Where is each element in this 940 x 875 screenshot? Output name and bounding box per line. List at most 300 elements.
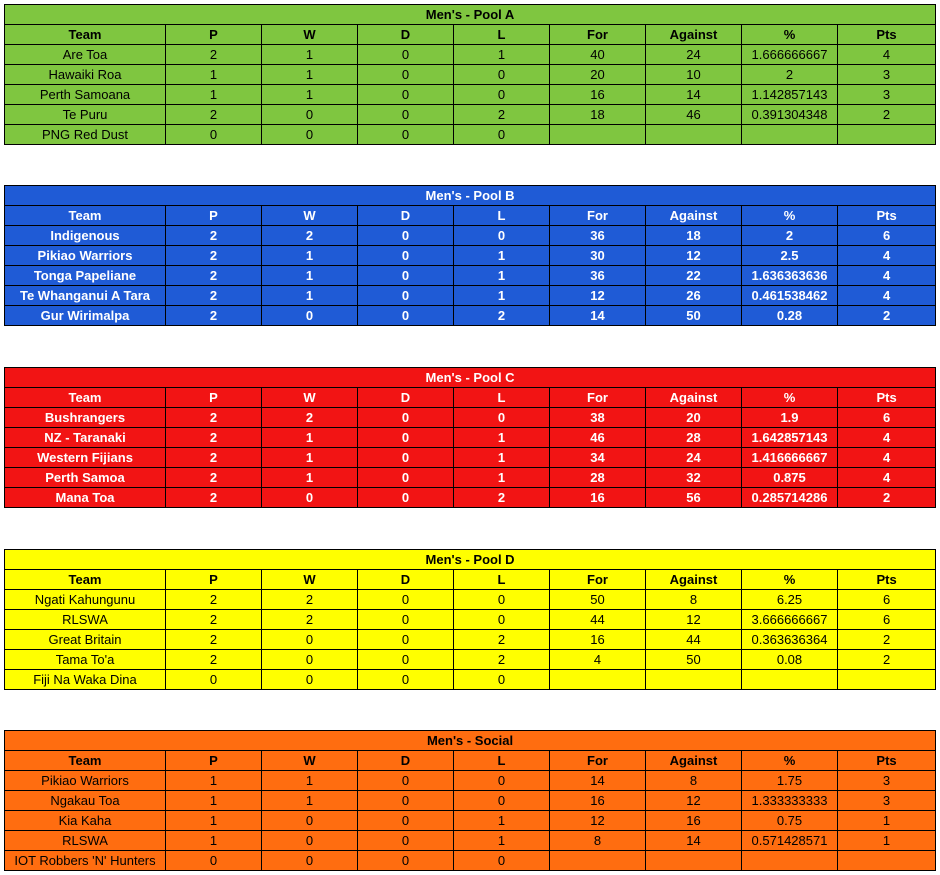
cell: 1 [262, 85, 358, 105]
cell: 2 [166, 408, 262, 428]
team-cell: Te Puru [5, 105, 166, 125]
table-row [5, 65, 936, 85]
cell: 0 [358, 670, 454, 690]
team-cell: RLSWA [5, 831, 166, 851]
cell: 50 [646, 650, 742, 670]
cell: 0 [358, 85, 454, 105]
col-p: P [166, 206, 262, 226]
table-row [5, 45, 936, 65]
cell: 2 [166, 428, 262, 448]
col-d: D [358, 25, 454, 45]
cell: 1 [838, 811, 936, 831]
cell: 0.08 [742, 650, 838, 670]
col-d: D [358, 206, 454, 226]
cell: 20 [646, 408, 742, 428]
cell: 1 [262, 45, 358, 65]
cell: 56 [646, 488, 742, 508]
col-w: W [262, 570, 358, 590]
cell: 1 [166, 771, 262, 791]
cell: 0 [166, 125, 262, 145]
cell: 1.642857143 [742, 428, 838, 448]
cell: 1 [454, 45, 550, 65]
cell: 40 [550, 45, 646, 65]
cell: 0 [358, 590, 454, 610]
cell: 6 [838, 226, 936, 246]
cell: 2 [166, 468, 262, 488]
col-w: W [262, 751, 358, 771]
table-row [5, 831, 936, 851]
cell: 1 [454, 448, 550, 468]
cell: 24 [646, 45, 742, 65]
cell: 0 [358, 448, 454, 468]
col-pts: Pts [838, 25, 936, 45]
pool-title: Men's - Pool B [5, 186, 936, 206]
cell: 1.75 [742, 771, 838, 791]
cell: 36 [550, 266, 646, 286]
team-cell: Western Fijians [5, 448, 166, 468]
cell: 0 [454, 65, 550, 85]
col-l: L [454, 388, 550, 408]
col-for: For [550, 751, 646, 771]
col-team: Team [5, 388, 166, 408]
col-w: W [262, 206, 358, 226]
cell: 0.391304348 [742, 105, 838, 125]
cell: 2 [166, 630, 262, 650]
team-cell: Mana Toa [5, 488, 166, 508]
cell: 0 [358, 246, 454, 266]
cell: 18 [550, 105, 646, 125]
cell: 50 [646, 306, 742, 326]
team-cell: Perth Samoana [5, 85, 166, 105]
team-cell: Bushrangers [5, 408, 166, 428]
cell: 1 [262, 65, 358, 85]
cell: 0.571428571 [742, 831, 838, 851]
table-row [5, 306, 936, 326]
cell: 4 [838, 266, 936, 286]
cell: 0 [358, 831, 454, 851]
cell: 3 [838, 771, 936, 791]
cell [838, 670, 936, 690]
cell: 1.636363636 [742, 266, 838, 286]
table-row [5, 286, 936, 306]
cell: 2 [454, 105, 550, 125]
cell: 4 [838, 45, 936, 65]
pool-d-table [4, 549, 935, 690]
cell [646, 125, 742, 145]
cell: 1 [454, 468, 550, 488]
col-team: Team [5, 751, 166, 771]
cell: 1 [166, 811, 262, 831]
cell: 1 [454, 286, 550, 306]
cell: 0 [454, 408, 550, 428]
cell: 2 [166, 448, 262, 468]
col-for: For [550, 206, 646, 226]
col-l: L [454, 751, 550, 771]
cell: 22 [646, 266, 742, 286]
pool-title: Men's - Pool C [5, 368, 936, 388]
cell: 8 [646, 590, 742, 610]
cell: 20 [550, 65, 646, 85]
col-for: For [550, 570, 646, 590]
col-l: L [454, 25, 550, 45]
table-row [5, 791, 936, 811]
cell: 1 [262, 448, 358, 468]
cell: 28 [646, 428, 742, 448]
cell: 4 [550, 650, 646, 670]
cell: 1 [454, 266, 550, 286]
col-percent: % [742, 570, 838, 590]
cell: 46 [646, 105, 742, 125]
cell: 0 [358, 125, 454, 145]
team-cell: Pikiao Warriors [5, 246, 166, 266]
team-cell: Perth Samoa [5, 468, 166, 488]
cell: 12 [646, 246, 742, 266]
col-pts: Pts [838, 388, 936, 408]
pool-social-table [4, 730, 935, 871]
cell: 2.5 [742, 246, 838, 266]
cell: 1 [262, 266, 358, 286]
team-cell: Pikiao Warriors [5, 771, 166, 791]
cell: 0 [454, 590, 550, 610]
cell: 16 [550, 630, 646, 650]
cell: 0 [358, 630, 454, 650]
team-cell: Kia Kaha [5, 811, 166, 831]
table-row [5, 468, 936, 488]
cell: 1 [262, 791, 358, 811]
table-row [5, 448, 936, 468]
col-team: Team [5, 570, 166, 590]
cell: 1 [262, 468, 358, 488]
cell: 0 [166, 670, 262, 690]
cell: 0 [454, 670, 550, 690]
team-cell: Ngakau Toa [5, 791, 166, 811]
cell: 0 [454, 610, 550, 630]
cell: 1.142857143 [742, 85, 838, 105]
cell: 4 [838, 246, 936, 266]
table-row [5, 590, 936, 610]
col-team: Team [5, 25, 166, 45]
cell: 0 [358, 771, 454, 791]
cell: 0.461538462 [742, 286, 838, 306]
pool-c-table [4, 367, 935, 508]
cell: 0 [454, 85, 550, 105]
cell: 2 [166, 45, 262, 65]
cell: 2 [454, 650, 550, 670]
cell [550, 851, 646, 871]
cell: 2 [742, 226, 838, 246]
cell: 1 [454, 246, 550, 266]
cell: 2 [838, 650, 936, 670]
cell: 0 [262, 811, 358, 831]
cell: 1 [166, 65, 262, 85]
col-for: For [550, 388, 646, 408]
cell: 6.25 [742, 590, 838, 610]
cell: 1 [838, 831, 936, 851]
table-row [5, 226, 936, 246]
cell: 1.416666667 [742, 448, 838, 468]
cell [646, 851, 742, 871]
pool-a-table [4, 4, 935, 145]
cell: 0 [358, 266, 454, 286]
pool-title: Men's - Pool A [5, 5, 936, 25]
cell: 2 [166, 610, 262, 630]
cell: 8 [646, 771, 742, 791]
team-cell: Tonga Papeliane [5, 266, 166, 286]
table-row [5, 771, 936, 791]
cell: 0 [358, 65, 454, 85]
team-cell: RLSWA [5, 610, 166, 630]
cell [742, 125, 838, 145]
cell: 0.363636364 [742, 630, 838, 650]
cell: 0.285714286 [742, 488, 838, 508]
cell: 4 [838, 428, 936, 448]
cell: 16 [646, 811, 742, 831]
cell: 0.875 [742, 468, 838, 488]
cell: 6 [838, 408, 936, 428]
table-row [5, 408, 936, 428]
cell: 0 [262, 851, 358, 871]
cell: 2 [166, 590, 262, 610]
table-row [5, 670, 936, 690]
col-p: P [166, 25, 262, 45]
col-percent: % [742, 206, 838, 226]
cell: 2 [838, 306, 936, 326]
cell: 12 [550, 286, 646, 306]
cell: 0 [454, 791, 550, 811]
cell: 0 [358, 650, 454, 670]
cell: 0 [358, 851, 454, 871]
cell: 1 [454, 811, 550, 831]
cell: 1.666666667 [742, 45, 838, 65]
cell: 3 [838, 791, 936, 811]
cell: 2 [838, 105, 936, 125]
cell: 8 [550, 831, 646, 851]
cell: 1 [262, 428, 358, 448]
col-d: D [358, 388, 454, 408]
cell: 0 [358, 306, 454, 326]
cell: 34 [550, 448, 646, 468]
team-cell: Fiji Na Waka Dina [5, 670, 166, 690]
table-row [5, 650, 936, 670]
team-cell: Tama To'a [5, 650, 166, 670]
table-row [5, 246, 936, 266]
col-against: Against [646, 388, 742, 408]
cell: 2 [262, 226, 358, 246]
col-w: W [262, 25, 358, 45]
team-cell: NZ - Taranaki [5, 428, 166, 448]
pool-b-table [4, 185, 935, 326]
cell: 1 [166, 791, 262, 811]
cell: 2 [838, 488, 936, 508]
cell: 0 [358, 610, 454, 630]
cell [742, 851, 838, 871]
cell: 14 [646, 831, 742, 851]
cell: 0 [262, 650, 358, 670]
cell: 0 [454, 125, 550, 145]
cell [742, 670, 838, 690]
cell: 2 [742, 65, 838, 85]
cell: 16 [550, 791, 646, 811]
cell: 4 [838, 468, 936, 488]
cell: 0 [358, 408, 454, 428]
cell: 14 [550, 771, 646, 791]
cell: 2 [166, 488, 262, 508]
cell: 0 [358, 105, 454, 125]
table-row [5, 266, 936, 286]
col-percent: % [742, 25, 838, 45]
cell: 38 [550, 408, 646, 428]
table-row [5, 851, 936, 871]
cell: 16 [550, 488, 646, 508]
cell: 4 [838, 286, 936, 306]
cell: 1 [166, 831, 262, 851]
cell: 2 [838, 630, 936, 650]
cell: 1 [262, 246, 358, 266]
team-cell: Great Britain [5, 630, 166, 650]
cell: 16 [550, 85, 646, 105]
cell: 2 [454, 306, 550, 326]
team-cell: Ngati Kahungunu [5, 590, 166, 610]
team-cell: Indigenous [5, 226, 166, 246]
cell: 0 [454, 851, 550, 871]
cell: 44 [646, 630, 742, 650]
cell: 0 [358, 226, 454, 246]
cell: 0 [358, 488, 454, 508]
cell: 2 [454, 488, 550, 508]
cell: 0 [262, 125, 358, 145]
col-for: For [550, 25, 646, 45]
cell: 1 [166, 85, 262, 105]
cell: 2 [166, 105, 262, 125]
team-cell: IOT Robbers 'N' Hunters [5, 851, 166, 871]
cell: 1 [454, 831, 550, 851]
cell: 0 [166, 851, 262, 871]
cell: 24 [646, 448, 742, 468]
team-cell: PNG Red Dust [5, 125, 166, 145]
table-row [5, 428, 936, 448]
cell: 0 [454, 771, 550, 791]
cell [646, 670, 742, 690]
col-percent: % [742, 751, 838, 771]
team-cell: Gur Wirimalpa [5, 306, 166, 326]
cell: 2 [262, 408, 358, 428]
cell: 12 [550, 811, 646, 831]
col-against: Against [646, 570, 742, 590]
team-cell: Hawaiki Roa [5, 65, 166, 85]
col-p: P [166, 570, 262, 590]
table-row [5, 610, 936, 630]
cell: 2 [262, 590, 358, 610]
cell: 2 [454, 630, 550, 650]
table-row [5, 125, 936, 145]
col-team: Team [5, 206, 166, 226]
cell: 0 [262, 831, 358, 851]
table-row [5, 630, 936, 650]
cell: 2 [166, 286, 262, 306]
cell: 1 [262, 771, 358, 791]
cell: 36 [550, 226, 646, 246]
cell: 1 [262, 286, 358, 306]
cell: 32 [646, 468, 742, 488]
cell: 6 [838, 590, 936, 610]
cell: 46 [550, 428, 646, 448]
col-against: Against [646, 206, 742, 226]
cell: 0.28 [742, 306, 838, 326]
cell: 0.75 [742, 811, 838, 831]
cell: 2 [166, 650, 262, 670]
cell: 18 [646, 226, 742, 246]
cell: 10 [646, 65, 742, 85]
table-row [5, 488, 936, 508]
col-p: P [166, 751, 262, 771]
cell: 14 [646, 85, 742, 105]
col-pts: Pts [838, 570, 936, 590]
cell [550, 125, 646, 145]
col-against: Against [646, 25, 742, 45]
col-l: L [454, 570, 550, 590]
cell: 0 [262, 670, 358, 690]
col-percent: % [742, 388, 838, 408]
pool-title: Men's - Social [5, 731, 936, 751]
col-pts: Pts [838, 206, 936, 226]
cell: 30 [550, 246, 646, 266]
cell: 1.333333333 [742, 791, 838, 811]
cell: 2 [166, 266, 262, 286]
col-w: W [262, 388, 358, 408]
pool-title: Men's - Pool D [5, 550, 936, 570]
cell: 0 [262, 630, 358, 650]
table-row [5, 85, 936, 105]
cell: 3 [838, 65, 936, 85]
cell [550, 670, 646, 690]
cell: 6 [838, 610, 936, 630]
cell: 28 [550, 468, 646, 488]
cell: 0 [262, 488, 358, 508]
cell: 0 [454, 226, 550, 246]
cell: 0 [358, 791, 454, 811]
cell: 0 [262, 306, 358, 326]
cell: 0 [358, 811, 454, 831]
cell: 50 [550, 590, 646, 610]
cell: 44 [550, 610, 646, 630]
col-pts: Pts [838, 751, 936, 771]
cell: 2 [166, 306, 262, 326]
cell [838, 851, 936, 871]
cell: 26 [646, 286, 742, 306]
cell: 4 [838, 448, 936, 468]
cell: 0 [358, 428, 454, 448]
col-l: L [454, 206, 550, 226]
cell: 0 [358, 286, 454, 306]
col-d: D [358, 570, 454, 590]
team-cell: Are Toa [5, 45, 166, 65]
table-row [5, 105, 936, 125]
team-cell: Te Whanganui A Tara [5, 286, 166, 306]
cell: 12 [646, 610, 742, 630]
cell: 0 [358, 45, 454, 65]
col-p: P [166, 388, 262, 408]
cell: 2 [166, 226, 262, 246]
col-against: Against [646, 751, 742, 771]
cell [838, 125, 936, 145]
cell: 0 [262, 105, 358, 125]
cell: 3 [838, 85, 936, 105]
cell: 1.9 [742, 408, 838, 428]
cell: 12 [646, 791, 742, 811]
col-d: D [358, 751, 454, 771]
cell: 0 [358, 468, 454, 488]
table-row [5, 811, 936, 831]
